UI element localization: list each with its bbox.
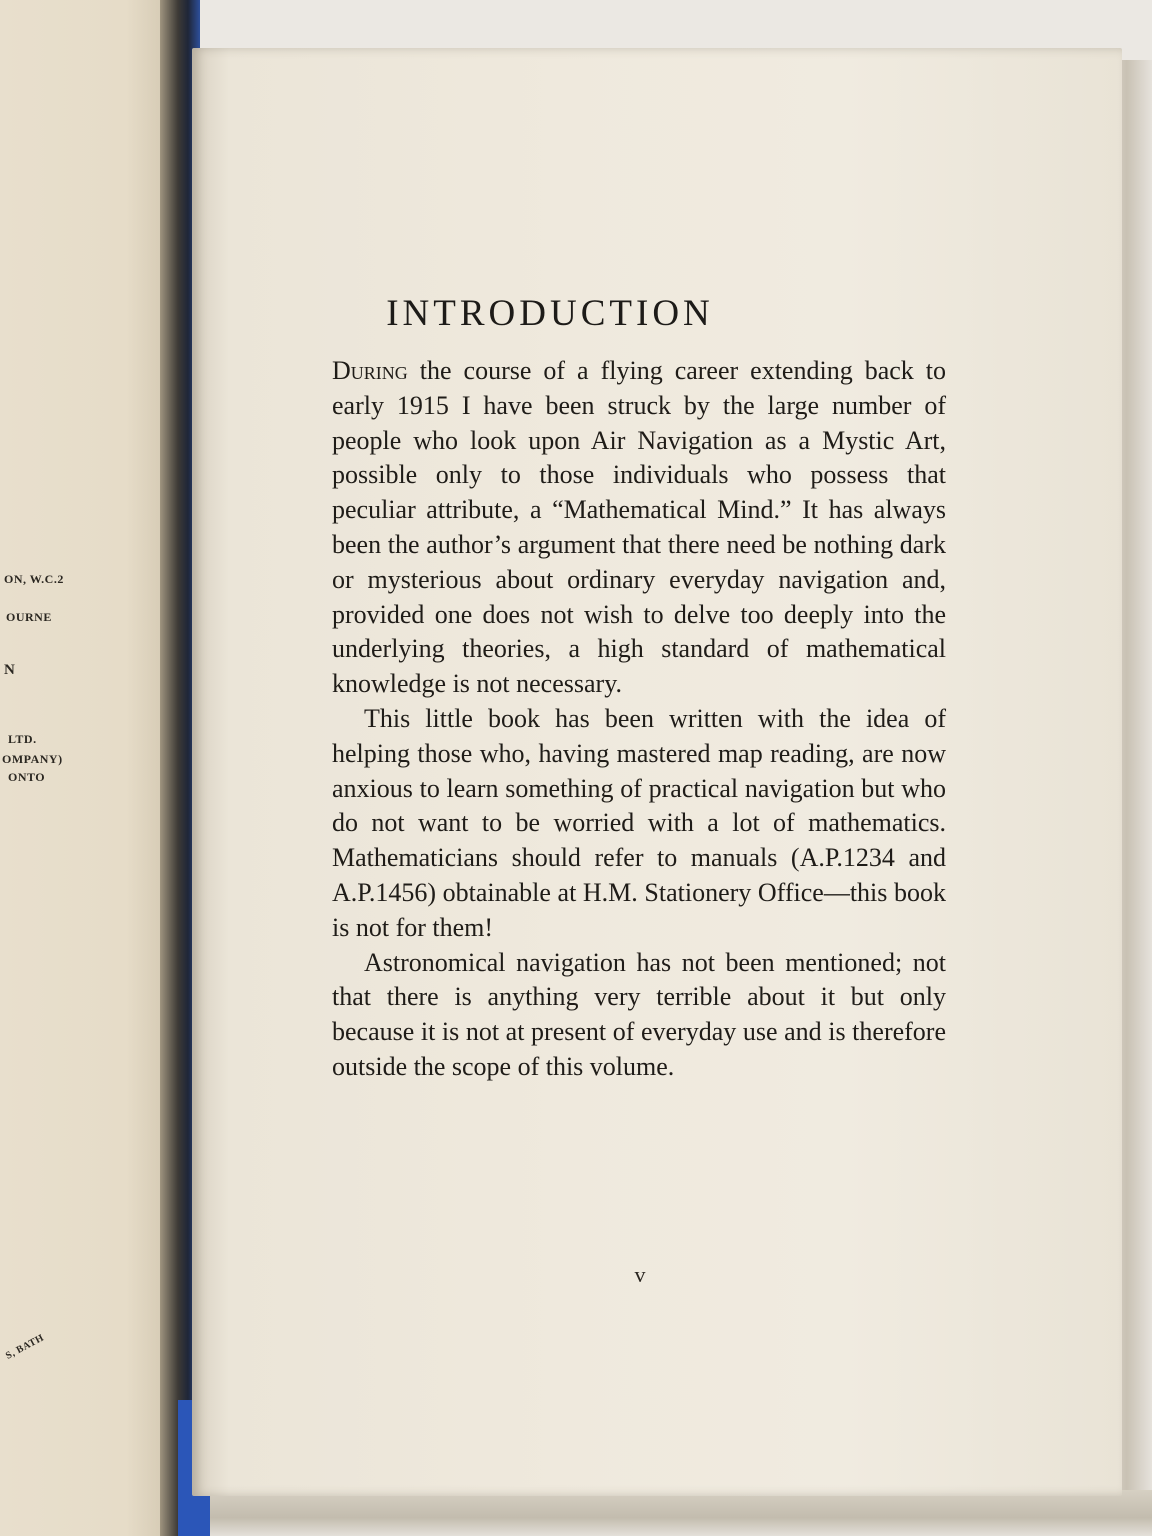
dropcap-lead-word: During: [332, 356, 408, 385]
left-page-fragment: LTD.: [8, 732, 37, 746]
paragraph-1-text: the course of a flying career extending back to early 1915 I have been struck by the large number of people who look upon Air Navigation as a Mystic Art, possible only to those individuals who possess that peculiar attribute, a “Mathematical Mind.” It has always been the author’s argument that there need be nothing dark or mysterious about ordinary everyday navigation and, provided one does not wish to delve too deeply into the underlying theories, a high standard of mathematical knowledge is not necessary.: [332, 356, 946, 699]
book-cover-edge-bottom: [180, 1490, 1152, 1536]
left-page-fragment: OURNE: [6, 610, 52, 624]
left-page-fragment: ONTO: [8, 770, 46, 784]
paragraph-1: [332, 354, 946, 702]
left-page-fragment: S, BATH: [4, 1332, 46, 1362]
page-title: INTRODUCTION: [386, 293, 714, 334]
page-body: [332, 354, 946, 1085]
page-number: v: [634, 1262, 646, 1287]
left-facing-page: [0, 0, 180, 1536]
left-page-fragment: OMPANY): [2, 752, 63, 766]
paragraph-3: Astronomical navigation has not been mentioned; not that there is anything very terrible about it but only because it is not at present of everyday use and is therefore outside the scope of this volume.: [332, 947, 946, 1081]
paragraph-2: This little book has been written with the idea of helping those who, having mastered map reading, are now anxious to learn something of practical navigation but who do not want to be worried with a lot of mathematics. Mathematicians should refer to manuals (A.P.1234 and A.P.1456) obtainable at H.M. Stationery Office—this book is not for them!: [332, 703, 946, 942]
left-page-fragment: N: [4, 662, 16, 678]
left-page-fragment: ON, W.C.2: [4, 572, 64, 586]
